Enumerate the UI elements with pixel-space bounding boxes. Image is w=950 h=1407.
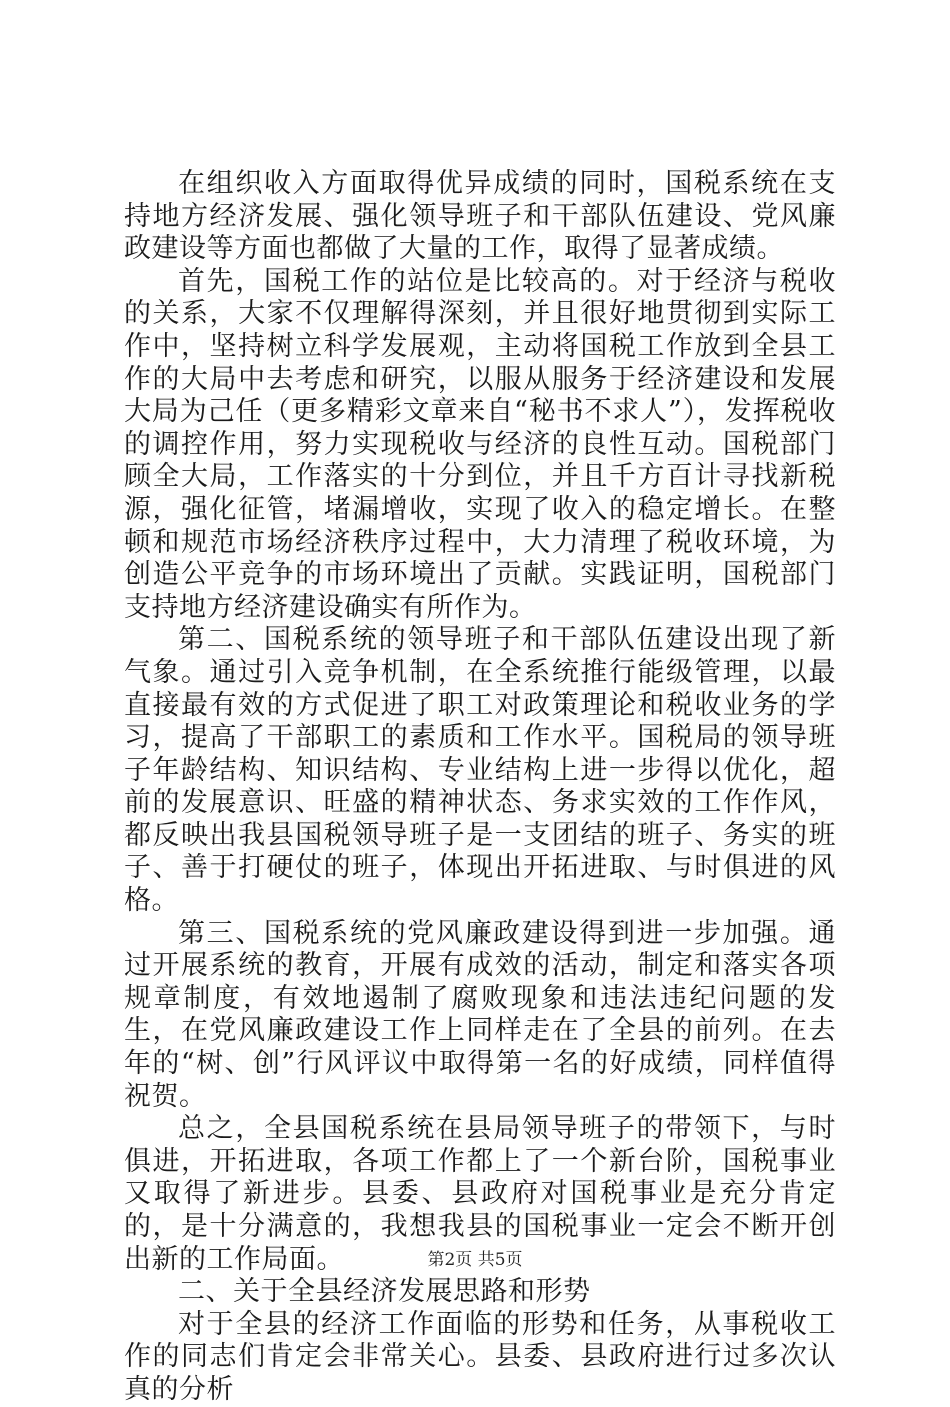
paragraph-1: 在组织收入方面取得优异成绩的同时，国税系统在支持地方经济发展、强化领导班子和干部队伍建设、党风廉政建设等方面也都做了大量的工作，取得了显著成绩。 — [124, 168, 836, 265]
paragraph-2: 首先，国税工作的站位是比较高的。对于经济与税收的关系，大家不仅理解得深刻，并且很好地贯彻到实际工作中，坚持树立科学发展观，主动将国税工作放到全县工作的大局中去考虑和研究，以服从服务于经济建设和发展大局为己任（更多精彩文章来自“秘书不求人”），发挥税收的调控作用，努力实现税收与经济的良性互动。国税部门顾全大局，工作落实的十分到位，并且千方百计寻找新税源，强化征管，堵漏增收，实现了收入的稳定增长。在整顿和规范市场经济秩序过程中，大力清理了税收环境，为创造公平竞争的市场环境出了贡献。实践证明，国税部门支持地方经济建设确实有所作为。 — [124, 265, 836, 623]
page-number-footer: 第2页 共5页 — [427, 1250, 523, 1270]
section-heading: 二、关于全县经济发展思路和形势 — [178, 1276, 591, 1308]
paragraph-4: 第三、国税系统的党风廉政建设得到进一步加强。通过开展系统的教育，开展有成效的活动，制定和落实各项规章制度，有效地遏制了腐败现象和违法违纪问题的发生，在党风廉政建设工作上同样走在了全县的前列。在去年的“树、创”行风评议中取得第一名的好成绩，同样值得祝贺。 — [124, 917, 836, 1112]
paragraph-3: 第二、国税系统的领导班子和干部队伍建设出现了新气象。通过引入竞争机制，在全系统推行能级管理，以最直接最有效的方式促进了职工对政策理论和税收业务的学习，提高了干部职工的素质和工作水平。国税局的领导班子年龄结构、知识结构、专业结构上进一步得以优化，超前的发展意识、旺盛的精神状态、务求实效的工作作风，都反映出我县国税领导班子是一支团结的班子、务实的班子、善于打硬仗的班子，体现出开拓进取、与时俱进的风格。 — [124, 624, 836, 917]
paragraph-7: 对于全县的经济工作面临的形势和任务，从事税收工作的同志们肯定会非常关心。县委、县政府进行过多次认真的分析 — [124, 1308, 836, 1405]
paragraph-5: 总之，全县国税系统在县局领导班子的带领下，与时俱进，开拓进取，各项工作都上了一个新台阶，国税事业又取得了新进步。县委、县政府对国税事业是充分肯定的，是十分满意的，我想我县的国税事业一定会不断开创出新的工作局面。 — [124, 1113, 836, 1275]
document-body — [124, 168, 836, 1407]
